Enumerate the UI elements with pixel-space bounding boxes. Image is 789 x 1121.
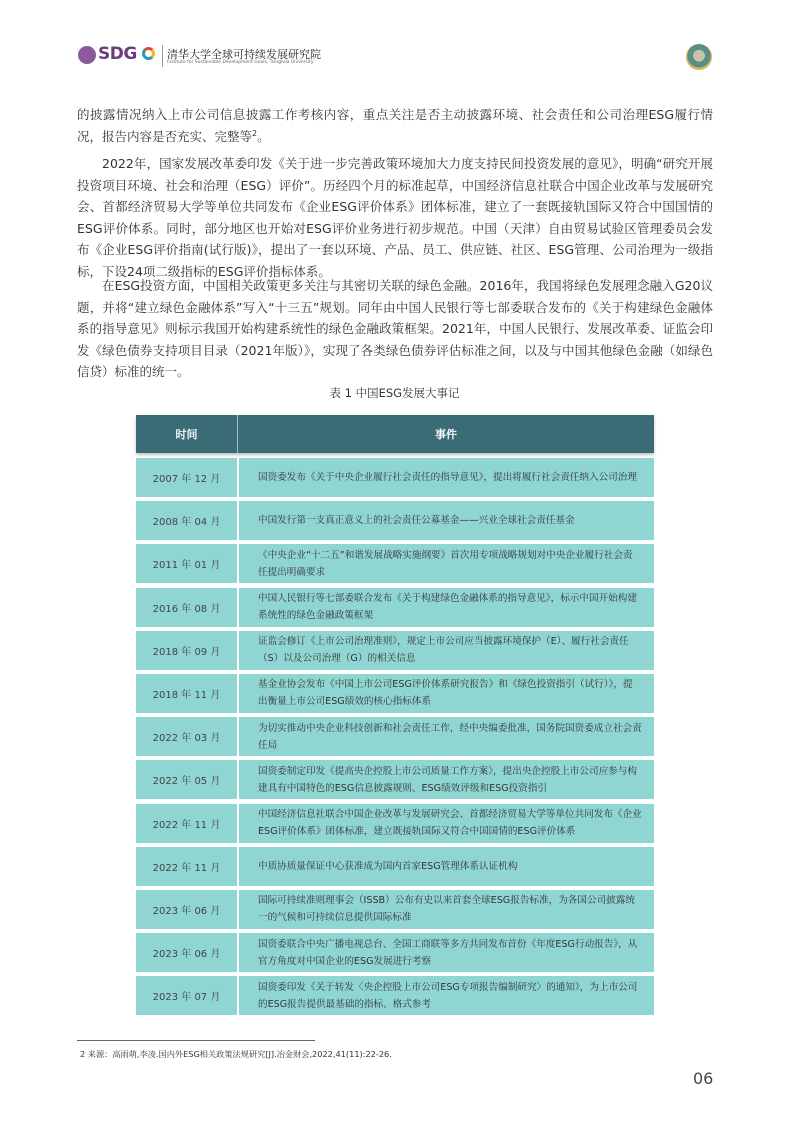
table-header-row [136,415,654,453]
table-row [136,674,654,713]
event-description: 国资委发布《关于中央企业履行社会责任的指导意见》，提出将履行社会责任纳入公司治理 [239,458,654,497]
event-date: 2022 年 11 月 [136,847,239,886]
event-description: 中国人民银行等七部委联合发布《关于构建绿色金融体系的指导意见》，标示中国开始构建系统性的绿色金融政策框架 [239,588,654,627]
paragraph-3: 在ESG投资方面，中国相关政策更多关注与其密切关联的绿色金融。2016年，我国将绿色发展理念融入G20议题，并将“建立绿色金融体系”写入“十三五”规划。同年由中国人民银行等七部委联合发布的《关于构建绿色金融体系的指导意见》则标示我国开始构建系统性的绿色金融政策框架。2021年，中国人民银行、发展改革委、证监会印发《绿色债券支持项目目录（2021年版）》，实现了各类绿色债券评估标准之间，以及与中国其他绿色金融（如绿色信贷）标准的统一。 [77,278,713,379]
footnote: 2 来源：高雨萌,李凌.国内外ESG相关政策法规研究[J].冶金财会,2022,41(11):22-26. [80,1049,392,1059]
event-date: 2022 年 05 月 [136,760,239,799]
table-body [136,458,654,1015]
event-description: 中质协质量保证中心获准成为国内首家ESG管理体系认证机构 [239,847,654,886]
paragraph-1-text: 的披露情况纳入上市公司信息披露工作考核内容，重点关注是否主动披露环境、社会责任和公司治理ESG履行情况，报告内容是否充实、完整等 [77,107,713,144]
event-description: 国资委联合中央广播电视总台、全国工商联等多方共同发布首份《年度ESG行动报告》，从官方角度对中国企业的ESG发展进行考察 [239,933,654,972]
event-description: 国资委印发《关于转发〈央企控股上市公司ESG专项报告编制研究〉的通知》，为上市公司的ESG报告提供最基础的指标、格式参考 [239,976,654,1015]
page-header [0,0,789,80]
event-date: 2018 年 09 月 [136,631,239,670]
event-date: 2016 年 08 月 [136,588,239,627]
header-event: 事件 [435,428,457,441]
report-badge-icon [686,44,712,70]
event-date: 2008 年 04 月 [136,501,239,540]
table-row [136,933,654,972]
logo-divider [162,45,163,67]
event-description: 为切实推动中央企业科技创新和社会责任工作，经中央编委批准，国务院国资委成立社会责任局 [239,717,654,756]
event-date: 2018 年 11 月 [136,674,239,713]
table-row [136,544,654,583]
event-date: 2023 年 07 月 [136,976,239,1015]
paragraph-1 [77,104,713,147]
event-description: 证监会修订《上市公司治理准则》，规定上市公司应当披露环境保护（E）、履行社会责任（S）以及公司治理（G）的相关信息 [239,631,654,670]
footnote-divider [77,1040,315,1041]
event-description: 国资委制定印发《提高央企控股上市公司质量工作方案》，提出央企控股上市公司应参与构建具有中国特色的ESG信息披露规则、ESG绩效评级和ESG投资指引 [239,760,654,799]
event-description: 基金业协会发布《中国上市公司ESG评价体系研究报告》和《绿色投资指引（试行）》，提出衡量上市公司ESG绩效的核心指标体系 [239,674,654,713]
table-row [136,890,654,929]
table-row [136,717,654,756]
sdg-logo: SDG [98,44,137,64]
event-description: 《中央企业“十二五”和谐发展战略实施纲要》首次用专项战略规划对中央企业履行社会责任提出明确要求 [239,544,654,583]
event-description: 中国发行第一支真正意义上的社会责任公募基金——兴业全球社会责任基金 [239,501,654,540]
event-date: 2022 年 03 月 [136,717,239,756]
page-number: 06 [693,1069,714,1088]
header-time: 时间 [136,415,238,453]
tsinghua-seal-icon [78,46,96,64]
footnote-ref[interactable]: 2 [252,128,258,138]
event-date: 2022 年 11 月 [136,804,239,843]
table-row [136,976,654,1015]
event-description: 中国经济信息社联合中国企业改革与发展研究会、首都经济贸易大学等单位共同发布《企业ESG评价体系》团体标准，建立既接轨国际又符合中国国情的ESG评价体系 [239,804,654,843]
event-date: 2011 年 01 月 [136,544,239,583]
table-row [136,760,654,799]
event-date: 2007 年 12 月 [136,458,239,497]
event-description: 国际可持续准则理事会（ISSB）公布有史以来首套全球ESG报告标准，为各国公司披露统一的气候和可持续信息提供国际标准 [239,890,654,929]
sdg-wheel-icon [142,47,155,60]
paragraph-1-end: 。 [257,128,270,144]
esg-events-table [136,415,654,1019]
table-row [136,588,654,627]
paragraph-2: 2022年，国家发展改革委印发《关于进一步完善政策环境加大力度支持民间投资发展的意见》，明确“研究开展投资项目环境、社会和治理（ESG）评价”。历经四个月的标准起草，中国经济信息社联合中国企业改革与发展研究会、首都经济贸易大学等单位共同发布《企业ESG评价体系》团体标准，建立了一套既接轨国际又符合中国国情的ESG评价体系。同时，部分地区也开始对ESG评价业务进行初步规范。中国（天津）自由贸易试验区管理委员会发布《企业ESG评价指南(试行版)》，提出了一套以环境、产品、员工、供应链、社区、ESG管理、公司治理为一级指标，下设24项二级指标的ESG评价指标体系。 [77,156,713,279]
event-date: 2023 年 06 月 [136,890,239,929]
table-row [136,501,654,540]
table-row [136,804,654,843]
table-row [136,847,654,886]
event-date: 2023 年 06 月 [136,933,239,972]
institute-name-en: Institute for Sustainable Development Goals, Tsinghua University [167,60,314,65]
institute-name-cn: 清华大学全球可持续发展研究院 [167,48,321,61]
table-row [136,458,654,497]
table-row [136,631,654,670]
table-caption: 表 1 中国ESG发展大事记 [329,386,460,400]
